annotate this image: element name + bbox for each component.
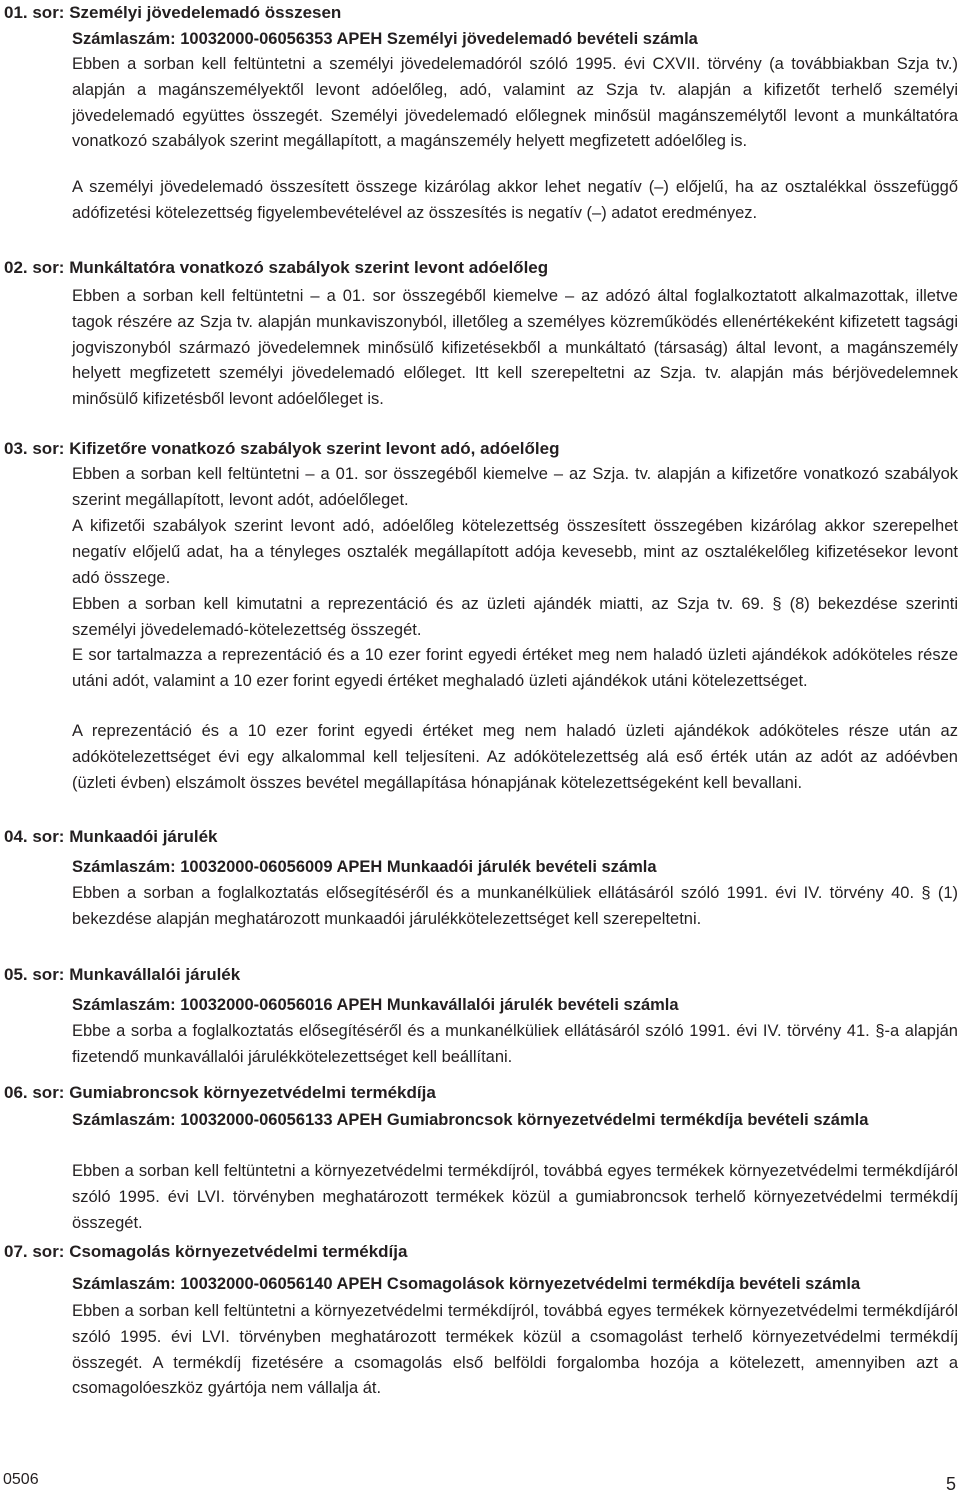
section-03-paragraph-2: A kifizetői szabályok szerint levont adó, adóelőleg kötelezettség összesített összegében kizárólag akkor szerepelhet negatív előjelű adat, ha a tényleges osztalék megállapított adója kevesebb, mint az osztalékelőleg kifizetésekor levont adó összege. [72,517,958,587]
section-02-paragraph-1: Ebben a sorban kell feltüntetni – a 01. sor összegéből kiemelve – az adózó által foglalkoztatott alkalmazottak, illetve tagok részére az Szja tv. alapján munkaviszonyból, illetőleg a személyes közreműködés ellenértékeként kifizetett tagsági jogviszonyból származó jövedelemnek minősülő kifizetésekből a munkáltató (társaság) által levont, a magánszemély helyett megfizetett személyi jövedelemadó előleget. Itt kell szerepeltetni az Szja. tv. alapján más bérjövedelemnek minősülő kifizetésből levont adóelőleget is. [72,287,958,409]
section-04-paragraph-1: Ebben a sorban a foglalkoztatás elősegítéséről és a munkanélküliek ellátásáról szóló 1991. évi IV. törvény 40. § (1) bekezdése alapján meghatározott munkaadói járulékkötelezettséget kell szerepeltetni. [72,884,958,928]
section-04-heading: 04. sor: Munkaadói járulék [4,827,218,846]
section-03-paragraph-3: Ebben a sorban kell kimutatni a reprezentáció és az üzleti ajándék miatti, az Szja tv. 69. § (8) bekezdése szerinti személyi jövedelemadó-kötelezettség összegét. [72,595,958,639]
section-05-paragraph-1: Ebbe a sorba a foglalkoztatás elősegítéséről és a munkanélküliek ellátásáról szóló 1991. évi IV. törvény 41. §-a alapján fizetendő munkavállalói járulékkötelezettséget kell beállítani. [72,1022,958,1066]
form-code: 0506 [3,1471,39,1488]
section-03-heading: 03. sor: Kifizetőre vonatkozó szabályok szerint levont adó, adóelőleg [4,439,560,458]
section-06-heading: 06. sor: Gumiabroncsok környezetvédelmi termékdíja [4,1083,436,1102]
section-06-account: Számlaszám: 10032000-06056133 APEH Gumiabroncsok környezetvédelmi termékdíja bevételi számla [72,1111,869,1129]
section-07-heading: 07. sor: Csomagolás környezetvédelmi termékdíja [4,1242,408,1261]
section-02-heading: 02. sor: Munkáltatóra vonatkozó szabályok szerint levont adóelőleg [4,258,549,277]
section-07-account: Számlaszám: 10032000-06056140 APEH Csomagolások környezetvédelmi termékdíja bevételi számla [72,1275,861,1293]
section-01-paragraph-2: A személyi jövedelemadó összesített összege kizárólag akkor lehet negatív (–) előjelű, ha az osztalékkal összefüggő adófizetési kötelezettség figyelembevételével az összesítés is negatív (–) adatot eredményez. [72,178,958,222]
section-06-paragraph-1: Ebben a sorban kell feltüntetni a környezetvédelmi termékdíjról, továbbá egyes termékek környezetvédelmi termékdíjáról szóló 1995. évi LVI. törvényben meghatározott termékek közül a gumiabroncsok terhelő környezetvédelmi termékdíj összegét. [72,1162,958,1232]
section-01-paragraph-1: Ebben a sorban kell feltüntetni a személyi jövedelemadóról szóló 1995. évi CXVII. törvény (a továbbiakban Szja tv.) alapján a magánszemélyektől levont adóelőleg, adó, valamint az Szja tv. alapján a kifizetőt terhelő személyi jövedelemadó együttes összegét. Személyi jövedelemadó előlegnek minősül magánszemélytől levont a munkáltatóra vonatkozó szabályok szerint megállapított, a magánszemély helyett megfizetett adóelőleg is. [72,55,958,151]
section-07-paragraph-1: Ebben a sorban kell feltüntetni a környezetvédelmi termékdíjról, továbbá egyes termékek környezetvédelmi termékdíjáról szóló 1995. évi LVI. törvényben meghatározott termékek közül a csomagolást terhelő környezetvédelmi termékdíj összegét. A termékdíj fizetésére a csomagolás első belföldi forgalomba hozója a kötelezett, amennyiben azt a csomagolóeszköz gyártója nem vállalja át. [72,1302,958,1398]
section-03-paragraph-4: E sor tartalmazza a reprezentáció és a 10 ezer forint egyedi értéket meg nem haladó üzleti ajándékok adóköteles része utáni adót, valamint a 10 ezer forint egyedi értéket meghaladó üzleti ajándékok utáni kötelezettséget. [72,646,958,690]
section-04-account: Számlaszám: 10032000-06056009 APEH Munkaadói járulék bevételi számla [72,858,657,876]
section-01-account: Számlaszám: 10032000-06056353 APEH Személyi jövedelemadó bevételi számla [72,30,698,48]
section-03-paragraph-1: Ebben a sorban kell feltüntetni – a 01. sor összegéből kiemelve – az Szja. tv. alapján a kifizetőre vonatkozó szabályok szerint megállapított, levont adót, adóelőleget. [72,465,958,509]
section-01-heading: 01. sor: Személyi jövedelemadó összesen [4,3,342,22]
section-05-heading: 05. sor: Munkavállalói járulék [4,965,241,984]
section-03-paragraph-5: A reprezentáció és a 10 ezer forint egyedi értéket meg nem haladó üzleti ajándékok adóköteles része után az adókötelezettséget évi egy alkalommal kell teljesíteni. Az adókötelezettség alá eső érték után az adót az adóévben (üzleti évben) elszámolt összes bevétel megállapítása hónapjának kötelezettségeként kell bevallani. [72,722,958,792]
section-05-account: Számlaszám: 10032000-06056016 APEH Munkavállalói járulék bevételi számla [72,996,679,1014]
page-number: 5 [945,1474,956,1494]
